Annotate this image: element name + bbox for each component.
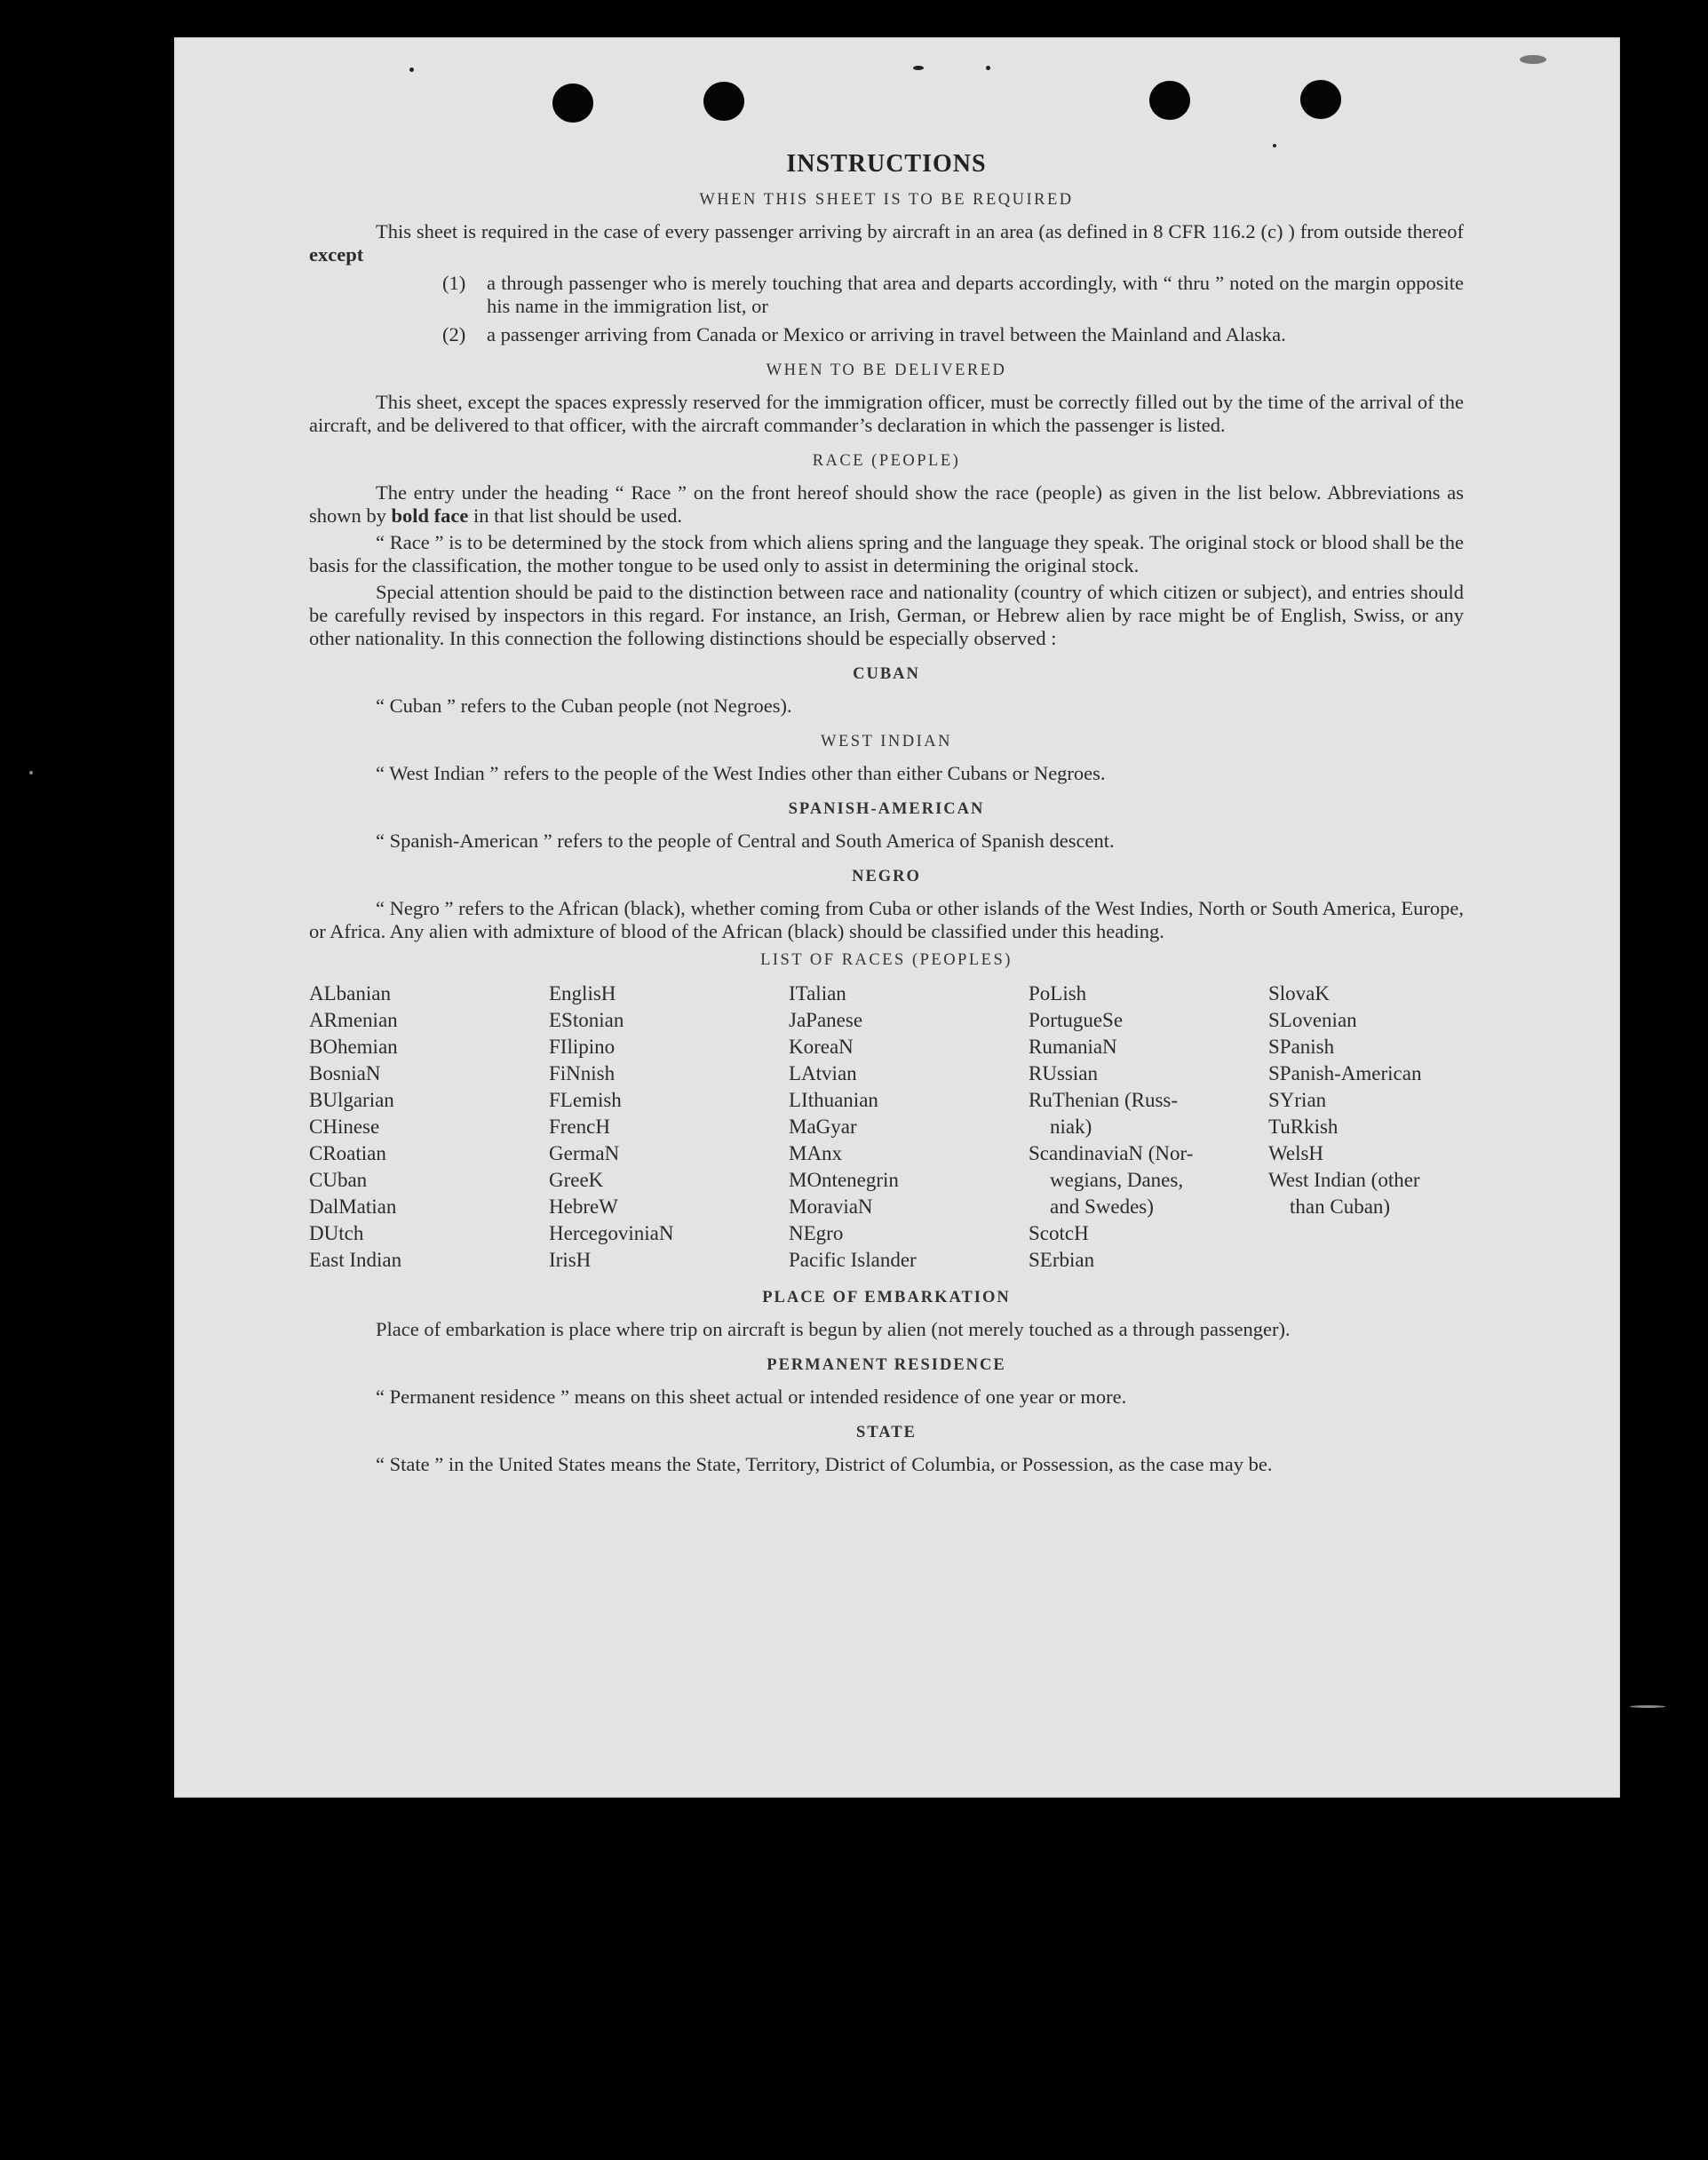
section-heading-spanish-american: SPANISH-AMERICAN <box>788 800 985 818</box>
race-paragraph-1 <box>309 481 1464 528</box>
race-item: GreeK <box>549 1169 604 1191</box>
speck <box>1630 1705 1665 1708</box>
race-item: SLovenian <box>1268 1009 1357 1031</box>
section-heading-delivered: WHEN TO BE DELIVERED <box>766 361 1007 379</box>
embarkation-text: Place of embarkation is place where trip on aircraft is begun by alien (not merely touched as a through passenger). <box>376 1318 1291 1340</box>
race-column-5 <box>1268 981 1464 1274</box>
race-item: DUtch <box>309 1222 364 1244</box>
race-item: SErbian <box>1029 1249 1095 1271</box>
instructions-content <box>309 150 1464 1480</box>
race-item: IrisH <box>549 1249 592 1271</box>
punch-hole <box>703 82 744 121</box>
item-text: a passenger arriving from Canada or Mexico or arriving in travel between the Mainland and Alaska. <box>487 323 1286 345</box>
race-column-1 <box>309 981 549 1274</box>
section-heading-list-of-races: LIST OF RACES (PEOPLES) <box>760 951 1013 969</box>
race-item: BUlgarian <box>309 1089 394 1111</box>
race-p1-a: The entry under the heading “ Race ” on the front hereof should show the race (people) as given in the list below. Abbreviations as shown by <box>309 481 1464 527</box>
race-item: NEgro <box>789 1222 844 1244</box>
race-paragraph-3: Special attention should be paid to the distinction between race and nationality (country of which citizen or subject), and entries should be carefully revised by inspectors in this regard. For instance, an Irish, German, or Hebrew alien by race might be of English, Swiss, or any other nationality. In this connection the following distinctions should be especially observed : <box>309 581 1464 649</box>
race-item: FLemish <box>549 1089 622 1111</box>
race-item: EnglisH <box>549 982 616 1005</box>
section-heading-state: STATE <box>856 1424 917 1441</box>
race-item: CHinese <box>309 1116 380 1138</box>
race-item-continued: niak) <box>1050 1116 1092 1138</box>
race-item: DalMatian <box>309 1195 397 1218</box>
race-list <box>309 981 1464 1274</box>
race-item: ScotcH <box>1029 1222 1089 1244</box>
race-item: TuRkish <box>1268 1116 1339 1138</box>
race-paragraph-2: “ Race ” is to be determined by the stock from which aliens spring and the language they speak. The original stock or blood shall be the basis for the classification, the mother tongue to be used only to assist in determining the original stock. <box>309 531 1464 576</box>
item-text: a through passenger who is merely touching that area and departs accordingly, with “ thru ” noted on the margin opposite his name in the immigration list, or <box>487 272 1464 317</box>
section-heading-west-indian: WEST INDIAN <box>821 733 952 750</box>
section-heading-embarkation: PLACE OF EMBARKATION <box>762 1289 1011 1306</box>
spanish-american-text: “ Spanish-American ” refers to the people of Central and South America of Spanish descent. <box>376 830 1115 852</box>
section-heading-race: RACE (PEOPLE) <box>812 452 961 470</box>
page-title: INSTRUCTIONS <box>786 150 987 178</box>
negro-text: “ Negro ” refers to the African (black), whether coming from Cuba or other islands of the West Indies, North or South America, Europe, or Africa. Any alien with admixture of blood of the African (black) should be classified under this heading. <box>309 897 1464 942</box>
race-p1-b: in that list should be used. <box>473 504 683 527</box>
race-item: FrencH <box>549 1116 610 1138</box>
race-item: GermaN <box>549 1142 620 1164</box>
race-item: LAtvian <box>789 1062 857 1084</box>
section-heading-required: WHEN THIS SHEET IS TO BE REQUIRED <box>699 191 1074 209</box>
race-item: ITalian <box>789 982 846 1005</box>
race-item: PortugueSe <box>1029 1009 1124 1031</box>
speck <box>409 68 414 72</box>
speck <box>913 66 924 70</box>
punch-hole <box>1300 80 1341 119</box>
required-intro-except: except <box>309 243 364 266</box>
race-item: MOntenegrin <box>789 1169 899 1191</box>
race-item: MaGyar <box>789 1116 857 1138</box>
punch-hole <box>1149 81 1190 120</box>
section-heading-residence: PERMANENT RESIDENCE <box>767 1356 1006 1374</box>
race-item: ScandinaviaN (Nor- <box>1029 1142 1194 1164</box>
race-column-3 <box>789 981 1029 1274</box>
race-p1-bold: bold face <box>391 504 469 527</box>
race-column-2 <box>549 981 789 1274</box>
race-item: FiNnish <box>549 1062 616 1084</box>
race-item: BOhemian <box>309 1036 398 1058</box>
race-item: JaPanese <box>789 1009 863 1031</box>
race-item: RumaniaN <box>1029 1036 1117 1058</box>
race-item: SPanish <box>1268 1036 1335 1058</box>
punch-hole <box>552 83 593 123</box>
state-text: “ State ” in the United States means the State, Territory, District of Columbia, or Possession, as the case may be. <box>376 1453 1273 1475</box>
race-item: Pacific Islander <box>789 1249 917 1271</box>
required-intro <box>309 220 1464 266</box>
race-item-continued: than Cuban) <box>1290 1195 1391 1218</box>
speck <box>1273 144 1276 147</box>
item-number: (1) <box>442 272 466 294</box>
race-item-continued: wegians, Danes, <box>1050 1169 1184 1191</box>
speck <box>29 771 33 774</box>
delivered-text: This sheet, except the spaces expressly reserved for the immigration officer, must be correctly filled out by the time of the arrival of the aircraft, and be delivered to that officer, with the aircraft commander’s declaration in which the passenger is listed. <box>309 391 1464 436</box>
residence-text: “ Permanent residence ” means on this sheet actual or intended residence of one year or more. <box>376 1386 1127 1408</box>
race-item: BosniaN <box>309 1062 381 1084</box>
required-item-1 <box>309 272 1464 318</box>
race-item: EStonian <box>549 1009 624 1031</box>
race-item: ALbanian <box>309 982 391 1005</box>
race-item: ARmenian <box>309 1009 398 1031</box>
west-indian-text: “ West Indian ” refers to the people of the West Indies other than either Cubans or Negroes. <box>376 762 1106 784</box>
required-item-2 <box>309 323 1464 346</box>
race-item-continued: and Swedes) <box>1050 1195 1154 1218</box>
race-item: LIthuanian <box>789 1089 878 1111</box>
section-heading-negro: NEGRO <box>852 868 921 885</box>
race-item: East Indian <box>309 1249 402 1271</box>
race-item: CUban <box>309 1169 368 1191</box>
race-item: CRoatian <box>309 1142 386 1164</box>
race-item: HebreW <box>549 1195 618 1218</box>
race-item: MoraviaN <box>789 1195 873 1218</box>
race-item: SYrian <box>1268 1089 1327 1111</box>
race-item: RuThenian (Russ- <box>1029 1089 1179 1111</box>
race-column-4 <box>1029 981 1268 1274</box>
race-item: West Indian (other <box>1268 1169 1420 1191</box>
section-heading-cuban: CUBAN <box>853 665 920 683</box>
race-item: PoLish <box>1029 982 1087 1005</box>
race-item: SPanish-American <box>1268 1062 1422 1084</box>
speck <box>986 66 990 70</box>
race-item: WelsH <box>1268 1142 1324 1164</box>
race-item: FIlipino <box>549 1036 616 1058</box>
cuban-text: “ Cuban ” refers to the Cuban people (not Negroes). <box>376 695 792 717</box>
document-page <box>174 37 1620 1798</box>
race-item: KoreaN <box>789 1036 854 1058</box>
required-intro-text: This sheet is required in the case of every passenger arriving by aircraft in an area (as defined in 8 CFR 116.2 (c) ) from outside thereof <box>376 220 1464 242</box>
race-item: RUssian <box>1029 1062 1098 1084</box>
race-item: SlovaK <box>1268 982 1330 1005</box>
race-item: MAnx <box>789 1142 843 1164</box>
race-item: HercegoviniaN <box>549 1222 674 1244</box>
speck <box>1520 55 1546 64</box>
item-number: (2) <box>442 323 466 345</box>
